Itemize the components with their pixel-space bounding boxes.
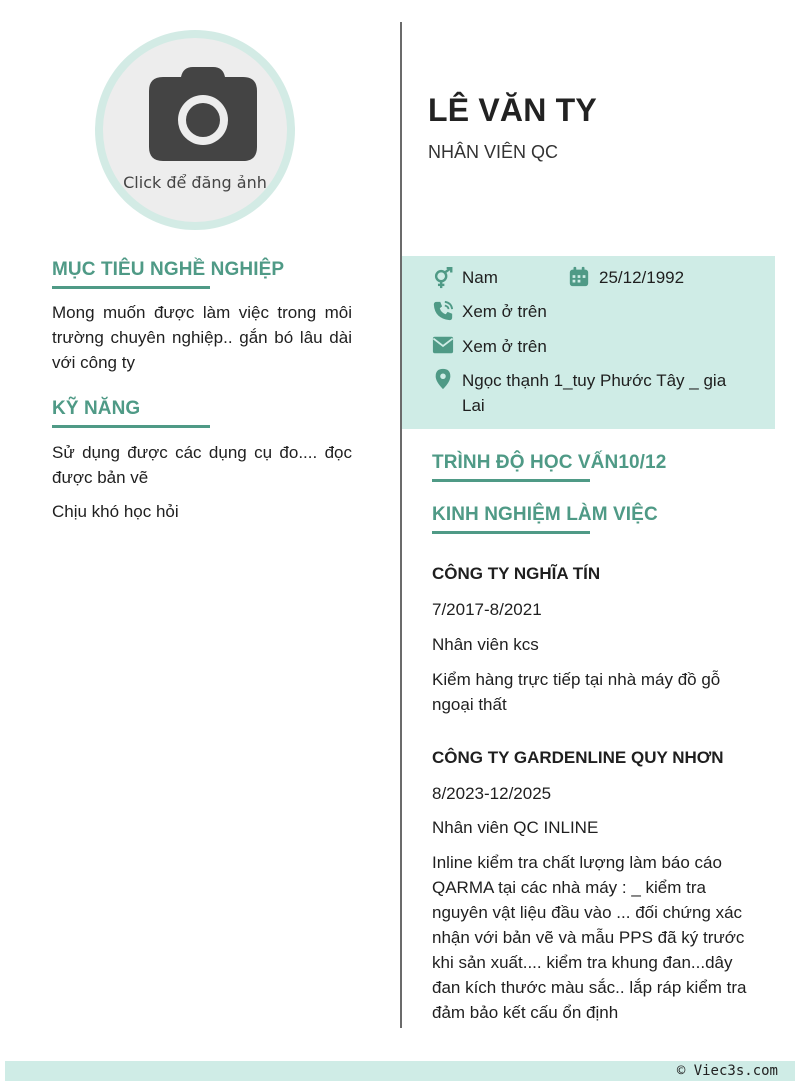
phone-value: Xem ở trên: [462, 302, 547, 321]
address-value: Ngọc thạnh 1_tuy Phước Tây _ gia Lai: [462, 371, 727, 415]
email-icon: [432, 334, 454, 356]
job-description: Kiểm hàng trực tiếp tại nhà máy đồ gỗ ngoại thất: [432, 670, 721, 714]
calendar-icon: [568, 266, 590, 288]
phone-icon: [432, 300, 454, 322]
skill-item: Chịu khó học hỏi: [52, 502, 179, 521]
objective-text: Mong muốn được làm việc trong môi trường chuyên nghiệp.. gắn bó lâu dài với công ty: [52, 303, 352, 372]
birthday-value: 25/12/1992: [599, 268, 685, 287]
camera-icon: [149, 67, 257, 161]
job-entry: [432, 745, 762, 1025]
experience-section-title: [432, 504, 658, 534]
candidate-position: NHÂN VIÊN QC: [428, 142, 559, 162]
personal-info-panel: [402, 256, 775, 429]
candidate-name: LÊ VĂN TY: [428, 92, 597, 128]
column-divider: [400, 22, 402, 1028]
job-period: 7/2017-8/2021: [432, 600, 542, 619]
objective-underline: [52, 286, 210, 289]
job-role: Nhân viên kcs: [432, 635, 539, 654]
skill-item: Sử dụng được các dụng cụ đo.... đọc được bản vẽ: [52, 443, 352, 487]
company-name: CÔNG TY GARDENLINE QUY NHƠN: [432, 748, 724, 767]
skills-underline: [52, 425, 210, 428]
objective-heading: MỤC TIÊU NGHỀ NGHIỆP: [52, 259, 285, 280]
gender-icon: [432, 267, 454, 289]
skills-section-title: [52, 398, 210, 428]
location-icon: [432, 368, 454, 390]
job-description: Inline kiểm tra chất lượng làm báo cáo QARMA tại các nhà máy : _ kiểm tra nguyên vật liệu đầu vào ... đối chứng xác nhận với bản vẽ và mẫu PPS đã ký trước khi sản xuất.... kiểm tra khung đan...dây đan kích thước màu sắc.. lắp ráp kiểm tra đảm bảo kết cấu ổn định: [432, 853, 747, 1022]
gender-value: Nam: [462, 268, 498, 287]
avatar-upload[interactable]: [95, 30, 295, 230]
education-underline: [432, 479, 590, 482]
job-period: 8/2023-12/2025: [432, 784, 552, 803]
education-section-title: [432, 452, 666, 482]
upload-photo-label[interactable]: Click để đăng ảnh: [123, 173, 267, 192]
job-role: Nhân viên QC INLINE: [432, 818, 599, 837]
experience-underline: [432, 531, 590, 534]
education-heading: TRÌNH ĐỘ HỌC VẤN10/12: [432, 452, 667, 473]
company-name: CÔNG TY NGHĨA TÍN: [432, 564, 601, 583]
job-entry: [432, 561, 762, 717]
experience-heading: KINH NGHIỆM LÀM VIỆC: [432, 504, 658, 525]
email-value: Xem ở trên: [462, 337, 547, 356]
objective-section-title: [52, 259, 284, 289]
skills-heading: KỸ NĂNG: [52, 398, 141, 419]
footer-copyright: © Viec3s.com: [676, 1063, 778, 1079]
avatar-placeholder[interactable]: [103, 38, 287, 222]
